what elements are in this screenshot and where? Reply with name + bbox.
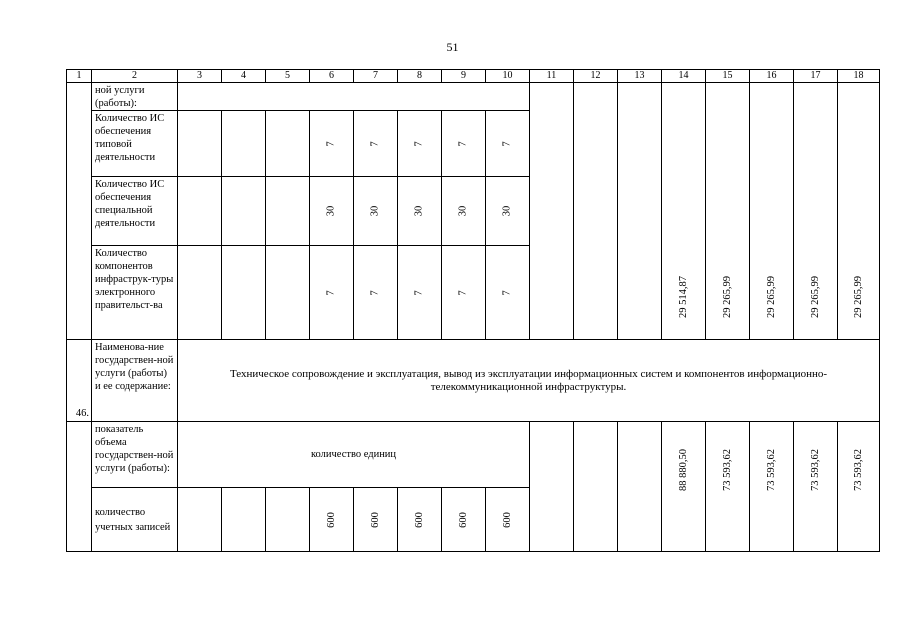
- value: 30: [325, 205, 337, 217]
- finance-cell: [838, 83, 880, 340]
- finance-value: 88 880,50: [677, 448, 689, 491]
- header-cell: 14: [662, 70, 706, 83]
- empty-cell: [266, 111, 310, 177]
- value: 7: [501, 140, 513, 147]
- header-cell: 13: [618, 70, 662, 83]
- empty-span-cell: [178, 83, 530, 111]
- value: 7: [325, 140, 337, 147]
- header-cell: 2: [92, 70, 178, 83]
- header-cell: 1: [67, 70, 92, 83]
- empty-cell: [178, 246, 222, 340]
- finance-value: 29 265,99: [721, 276, 733, 318]
- empty-cell: [530, 83, 574, 340]
- value-cell: [310, 111, 354, 177]
- value-cell: [486, 111, 530, 177]
- value-cell: [442, 177, 486, 246]
- table-row: [67, 422, 880, 488]
- finance-value: 29 265,99: [765, 276, 777, 318]
- finance-value: 73 593,62: [765, 448, 777, 491]
- value-cell: [442, 488, 486, 552]
- empty-cell: [574, 83, 618, 340]
- value-cell: [486, 246, 530, 340]
- row-number: 46.: [67, 340, 92, 422]
- value: 7: [457, 140, 469, 147]
- finance-cell: [838, 422, 880, 552]
- value: 30: [369, 205, 381, 217]
- value: 7: [369, 140, 381, 147]
- value-cell: [310, 177, 354, 246]
- value: 7: [325, 289, 337, 296]
- value-cell: [398, 246, 442, 340]
- empty-cell: [222, 246, 266, 340]
- empty-cell: [530, 422, 574, 552]
- header-cell: 9: [442, 70, 486, 83]
- finance-cell: [706, 422, 750, 552]
- value: 30: [413, 205, 425, 217]
- row-label: количество учетных записей: [92, 488, 178, 552]
- finance-value: 29 514,87: [677, 276, 689, 318]
- header-cell: 15: [706, 70, 750, 83]
- value: 600: [457, 511, 469, 528]
- header-cell: 8: [398, 70, 442, 83]
- table-row: [67, 83, 880, 111]
- finance-value: 73 593,62: [721, 448, 733, 491]
- value-cell: [310, 488, 354, 552]
- empty-cell: [618, 83, 662, 340]
- empty-cell: [222, 177, 266, 246]
- value-cell: [354, 177, 398, 246]
- header-cell: 7: [354, 70, 398, 83]
- header-cell: 17: [794, 70, 838, 83]
- value: 7: [413, 140, 425, 147]
- value-cell: [398, 177, 442, 246]
- finance-value: 73 593,62: [809, 448, 821, 491]
- empty-cell: [266, 177, 310, 246]
- value: 30: [457, 205, 469, 217]
- header-cell: 18: [838, 70, 880, 83]
- value-cell: [486, 177, 530, 246]
- row-label: ной услуги (работы):: [92, 83, 178, 111]
- finance-cell: [750, 422, 794, 552]
- empty-cell: [178, 488, 222, 552]
- value: 600: [501, 511, 513, 528]
- value-cell: [354, 111, 398, 177]
- row-label: Количество компонентов инфраструк-туры электронного правительст-ва: [92, 246, 178, 340]
- header-cell: 16: [750, 70, 794, 83]
- header-cell: 12: [574, 70, 618, 83]
- empty-cell: [222, 111, 266, 177]
- service-description: Техническое сопровождение и эксплуатация, вывод из эксплуатации информационных систем и компонентов информационно-телекоммуникационной инфраструктуры.: [178, 340, 880, 422]
- empty-cell: [618, 422, 662, 552]
- value-cell: [442, 246, 486, 340]
- value: 7: [457, 289, 469, 296]
- finance-value: 73 593,62: [853, 448, 864, 491]
- value: 7: [369, 289, 381, 296]
- finance-value: 29 265,99: [853, 276, 864, 318]
- header-cell: 4: [222, 70, 266, 83]
- header-row: [67, 70, 880, 83]
- row-label: Наименова-ние государствен-ной услуги (работы) и ее содержание:: [92, 340, 178, 422]
- finance-cell: [662, 422, 706, 552]
- value: 600: [325, 511, 337, 528]
- empty-cell: [266, 488, 310, 552]
- finance-cell: [662, 83, 706, 340]
- finance-cell: [706, 83, 750, 340]
- empty-cell: [178, 177, 222, 246]
- empty-cell: [178, 111, 222, 177]
- value-cell: [442, 111, 486, 177]
- budget-table: [66, 69, 880, 552]
- row-number-cell: [67, 422, 92, 552]
- empty-cell: [574, 422, 618, 552]
- header-cell: 3: [178, 70, 222, 83]
- value-cell: [310, 246, 354, 340]
- table-row: [67, 340, 880, 422]
- finance-cell: [750, 83, 794, 340]
- value-cell: [486, 488, 530, 552]
- value: 600: [413, 511, 425, 528]
- value-cell: [354, 488, 398, 552]
- value-cell: [398, 488, 442, 552]
- row-label: показатель объема государствен-ной услуги (работы):: [92, 422, 178, 488]
- finance-value: 29 265,99: [809, 276, 821, 318]
- header-cell: 10: [486, 70, 530, 83]
- page-number: 51: [446, 40, 459, 54]
- finance-cell: [794, 422, 838, 552]
- value: 7: [413, 289, 425, 296]
- value: 600: [369, 511, 381, 528]
- row-label: Количество ИС обеспечения типовой деятельности: [92, 111, 178, 177]
- header-cell: 5: [266, 70, 310, 83]
- value: 7: [501, 289, 513, 296]
- header-cell: 11: [530, 70, 574, 83]
- units-cell: количество единиц: [178, 422, 530, 488]
- row-label: Количество ИС обеспечения специальной деятельности: [92, 177, 178, 246]
- value: 30: [501, 205, 513, 217]
- header-cell: 6: [310, 70, 354, 83]
- value-cell: [398, 111, 442, 177]
- empty-cell: [266, 246, 310, 340]
- value-cell: [354, 246, 398, 340]
- row-number-cell: [67, 83, 92, 340]
- empty-cell: [222, 488, 266, 552]
- finance-cell: [794, 83, 838, 340]
